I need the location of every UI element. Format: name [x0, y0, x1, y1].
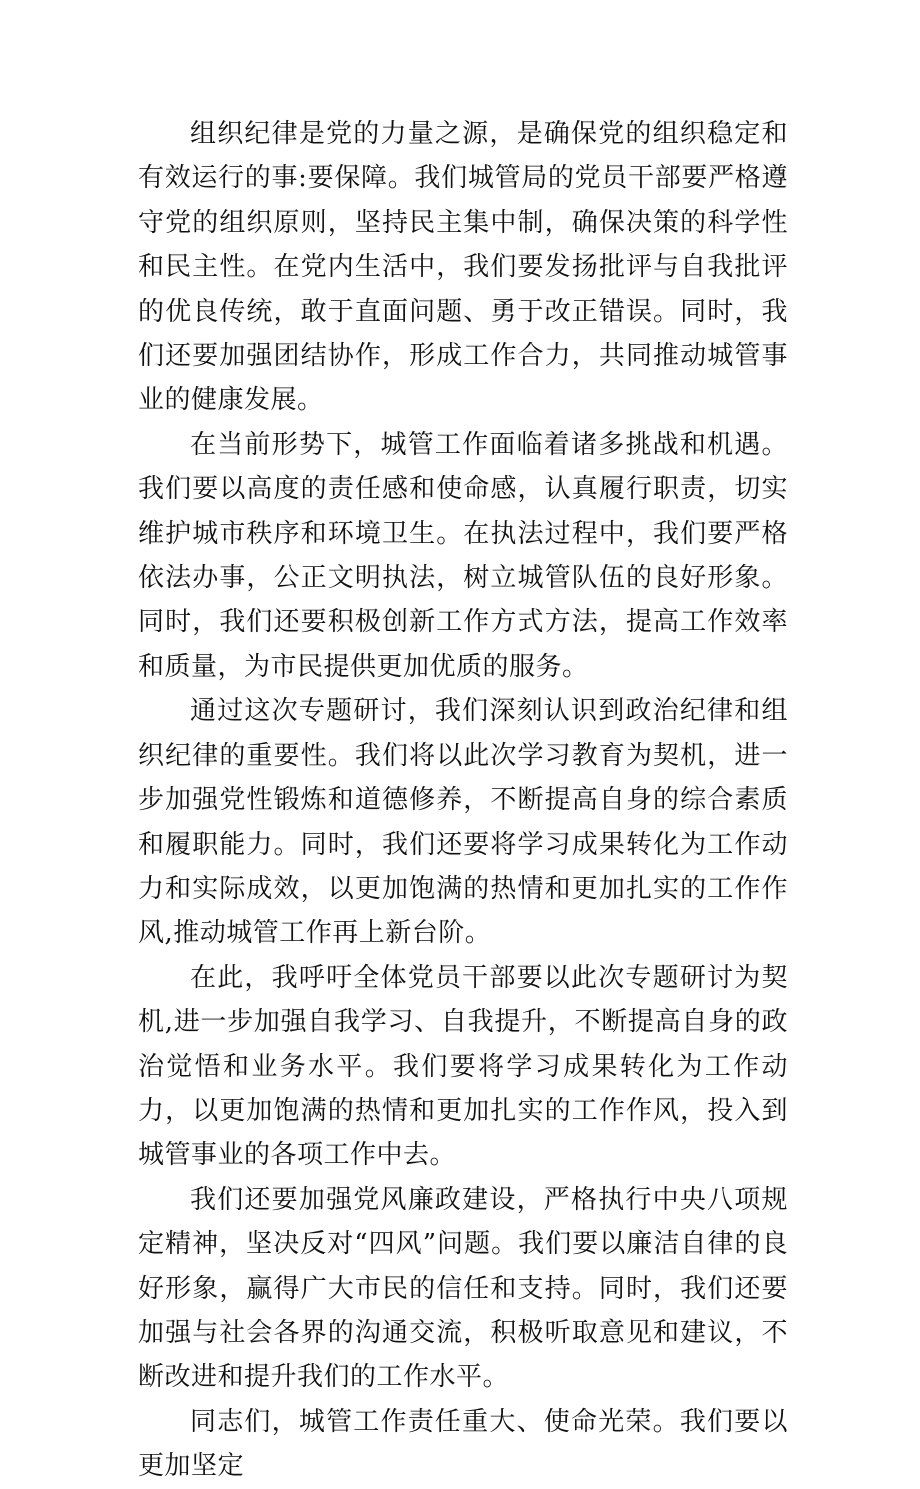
document-body — [138, 112, 788, 1489]
paragraph-closing: 同志们，城管工作责任重大、使命光荣。我们要以更加坚定 — [138, 1406, 788, 1482]
paragraph-current-situation: 在当前形势下，城管工作面临着诸多挑战和机遇。我们要以高度的责任感和使命感，认真履行职责，切实维护城市秩序和环境卫生。在执法过程中，我们要严格依法办事，公正文明执法，树立城管队伍的良好形象。同时，我们还要积极创新工作方式方法，提高工作效率和质量，为市民提供更加优质的服务。 — [138, 429, 788, 682]
paragraph-organization-discipline: 组织纪律是党的力量之源，是确保党的组织稳定和有效运行的事:要保障。我们城管局的党员干部要严格遵守党的组织原则，坚持民主集中制，确保决策的科学性和民主性。在党内生活中，我们要发扬批评与自我批评的优良传统，敢于直面问题、勇于改正错误。同时，我们还要加强团结协作，形成工作合力，共同推动城管事业的健康发展。 — [138, 119, 788, 416]
paragraph-call-to-action: 在此，我呼吁全体党员干部要以此次专题研讨为契机,进一步加强自我学习、自我提升，不断提高自身的政治觉悟和业务水平。我们要将学习成果转化为工作动力，以更加饱满的热情和更加扎实的工作作风，投入到城管事业的各项工作中去。 — [138, 962, 788, 1171]
paragraph-seminar-reflection: 通过这次专题研讨，我们深刻认识到政治纪律和组织纪律的重要性。我们将以此次学习教育为契机，进一步加强党性锻炼和道德修养，不断提高自身的综合素质和履职能力。同时，我们还要将学习成果转化为工作动力和实际成效，以更加饱满的热情和更加扎实的工作作风,推动城管工作再上新台阶。 — [138, 696, 788, 949]
paragraph-clean-governance: 我们还要加强党风廉政建设，严格执行中央八项规定精神，坚决反对“四风”问题。我们要以廉洁自律的良好形象，赢得广大市民的信任和支持。同时，我们还要加强与社会各界的沟通交流，积极听取意见和建议，不断改进和提升我们的工作水平。 — [138, 1184, 788, 1393]
